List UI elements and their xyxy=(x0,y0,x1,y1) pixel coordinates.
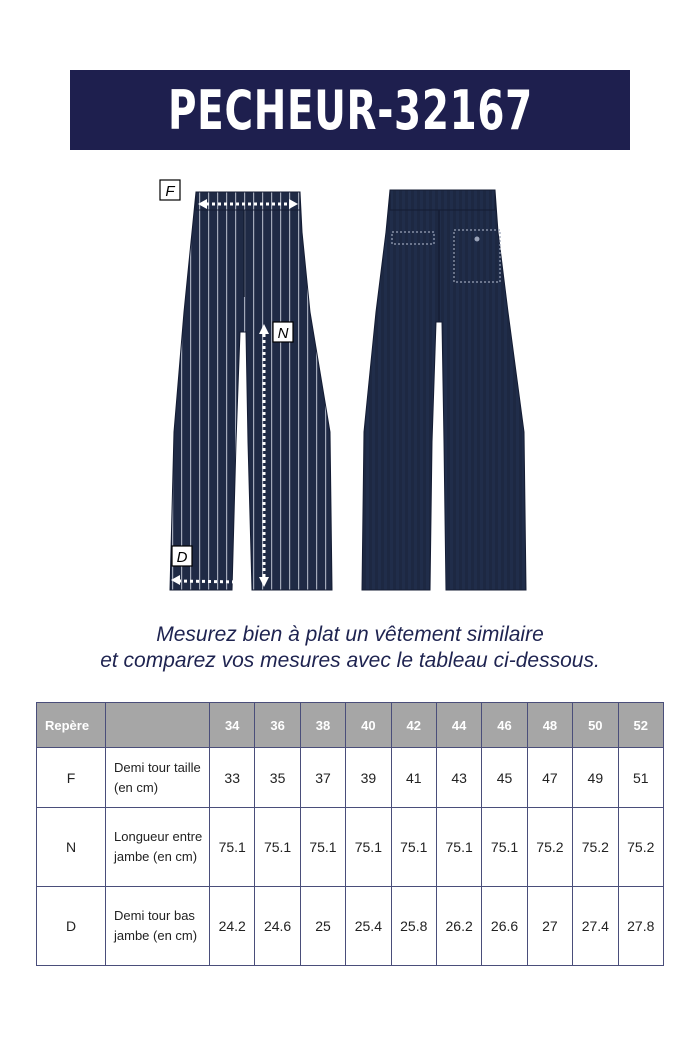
size-header-row xyxy=(37,703,664,748)
row-value: 75.2 xyxy=(618,808,663,887)
svg-text:F: F xyxy=(165,183,175,200)
row-value: 25.8 xyxy=(391,887,436,966)
marker-d xyxy=(172,546,192,566)
row-value: 51 xyxy=(618,748,663,808)
header-size: 42 xyxy=(391,703,436,748)
header-size: 46 xyxy=(482,703,527,748)
row-value: 41 xyxy=(391,748,436,808)
row-value: 75.1 xyxy=(300,808,345,887)
instructions-line-2: et comparez vos mesures avec le tableau ci-dessous. xyxy=(100,649,600,672)
header-size: 40 xyxy=(346,703,391,748)
row-value: 49 xyxy=(573,748,618,808)
row-value: 75.2 xyxy=(573,808,618,887)
measurement-instructions xyxy=(0,622,700,674)
row-value: 75.1 xyxy=(210,808,255,887)
table-row xyxy=(37,808,664,887)
row-marker: N xyxy=(37,808,106,887)
header-size: 52 xyxy=(618,703,663,748)
front-view xyxy=(170,192,332,590)
row-value: 75.1 xyxy=(391,808,436,887)
row-value: 27.4 xyxy=(573,887,618,966)
row-value: 26.2 xyxy=(436,887,481,966)
marker-f xyxy=(160,180,180,200)
table-row xyxy=(37,887,664,966)
row-value: 27.8 xyxy=(618,887,663,966)
row-value: 26.6 xyxy=(482,887,527,966)
row-value: 75.1 xyxy=(482,808,527,887)
header-size: 44 xyxy=(436,703,481,748)
row-value: 39 xyxy=(346,748,391,808)
row-value: 27 xyxy=(527,887,572,966)
marker-n xyxy=(273,322,293,342)
row-label: Demi tour bas jambe (en cm) xyxy=(106,887,210,966)
row-value: 75.2 xyxy=(527,808,572,887)
row-value: 75.1 xyxy=(346,808,391,887)
header-size: 48 xyxy=(527,703,572,748)
row-value: 35 xyxy=(255,748,300,808)
header-size: 50 xyxy=(573,703,618,748)
row-marker: F xyxy=(37,748,106,808)
row-label: Longueur entre jambe (en cm) xyxy=(106,808,210,887)
row-value: 25 xyxy=(300,887,345,966)
row-value: 75.1 xyxy=(255,808,300,887)
header-size: 38 xyxy=(300,703,345,748)
header-size: 34 xyxy=(210,703,255,748)
row-value: 37 xyxy=(300,748,345,808)
row-value: 43 xyxy=(436,748,481,808)
row-value: 47 xyxy=(527,748,572,808)
product-title: PECHEUR-32167 xyxy=(167,78,533,142)
svg-text:D: D xyxy=(176,549,188,566)
instructions-line-1: Mesurez bien à plat un vêtement similaire xyxy=(156,623,544,646)
row-value: 24.2 xyxy=(210,887,255,966)
header-description xyxy=(106,703,210,748)
back-view xyxy=(362,190,526,590)
row-value: 45 xyxy=(482,748,527,808)
row-value: 75.1 xyxy=(436,808,481,887)
size-table xyxy=(36,702,664,966)
row-marker: D xyxy=(37,887,106,966)
table-row xyxy=(37,748,664,808)
title-banner xyxy=(70,70,630,150)
pants-illustration xyxy=(150,172,550,602)
row-label: Demi tour taille (en cm) xyxy=(106,748,210,808)
row-value: 33 xyxy=(210,748,255,808)
header-size: 36 xyxy=(255,703,300,748)
svg-text:N: N xyxy=(277,325,289,342)
row-value: 24.6 xyxy=(255,887,300,966)
row-value: 25.4 xyxy=(346,887,391,966)
header-repere: Repère xyxy=(37,703,106,748)
